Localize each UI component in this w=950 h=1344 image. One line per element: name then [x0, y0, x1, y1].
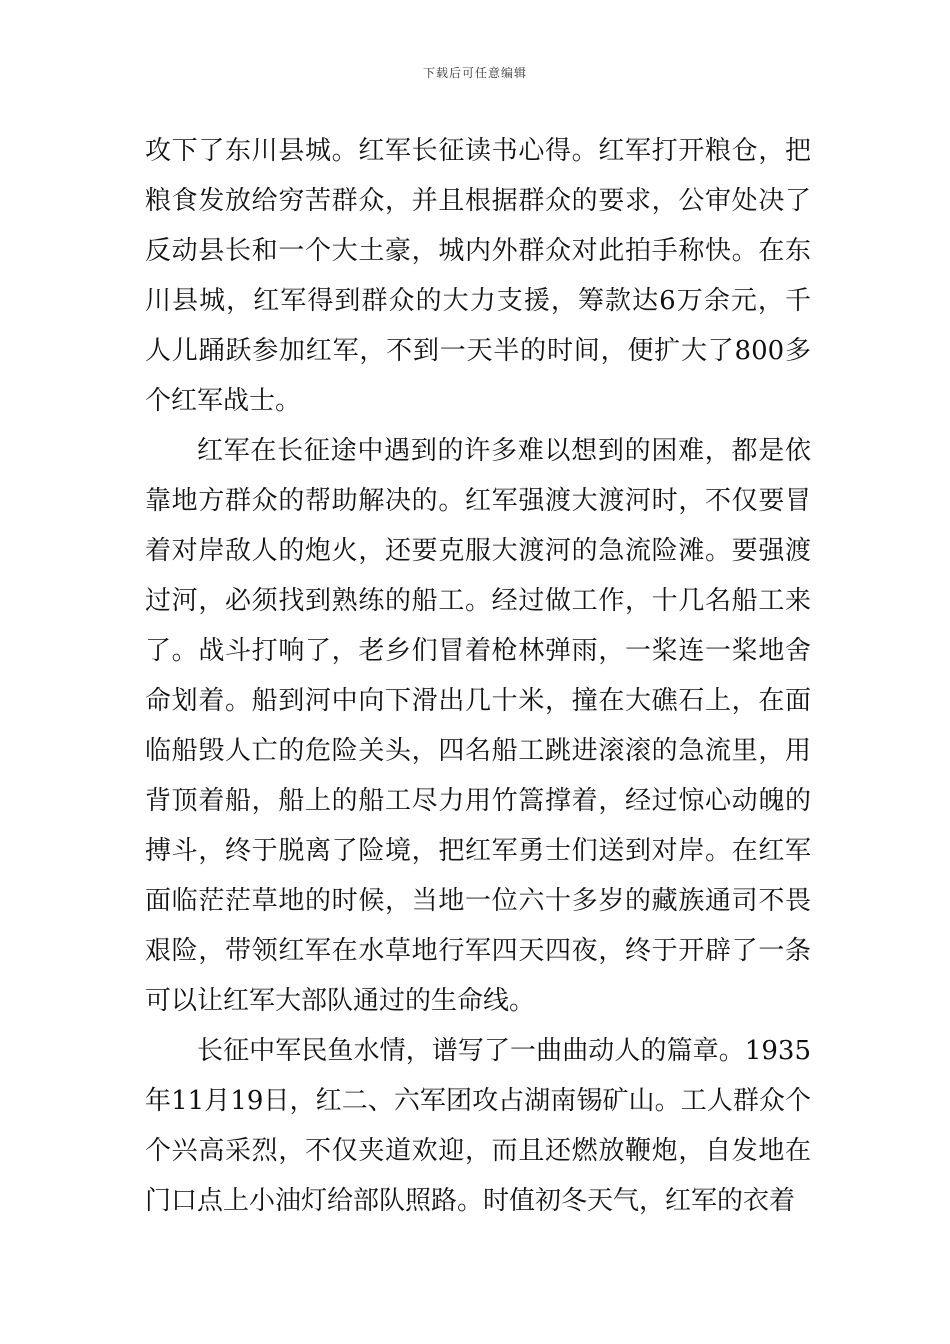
paragraph-1: 攻下了东川县城。红军长征读书心得。红军打开粮仓，把粮食发放给穷苦群众，并且根据群众的要求，公审处决了反动县长和一个大土豪，城内外群众对此拍手称快。在东川县城，红军得到群众的大力支援，筹款达6万余元，千人儿踊跃参加红军，不到一天半的时间，便扩大了800多个红军战士。	[145, 136, 811, 416]
page-header: 下载后可任意编辑	[422, 66, 527, 80]
paragraph-3: 长征中军民鱼水情，谱写了一曲曲动人的篇章。1935年11月19日，红二、六军团攻占湖南锡矿山。工人群众个个兴高采烈，不仅夹道欢迎，而且还燃放鞭炮，自发地在门口点上小油灯给部队照路。时值初冬天气，红军的衣着	[145, 1036, 811, 1216]
paragraph-2: 红军在长征途中遇到的许多难以想到的困难，都是依靠地方群众的帮助解决的。红军强渡大渡河时，不仅要冒着对岸敌人的炮火，还要克服大渡河的急流险滩。要强渡过河，必须找到熟练的船工。经过做工作，十几名船工来了。战斗打响了，老乡们冒着枪林弹雨，一桨连一桨地舍命划着。船到河中向下滑出几十米，撞在大礁石上，在面临船毁人亡的危险关头，四名船工跳进滚滚的急流里，用背顶着船，船上的船工尽力用竹篙撑着，经过惊心动魄的搏斗，终于脱离了险境，把红军勇士们送到对岸。在红军面临茫茫草地的时候，当地一位六十多岁的藏族通司不畏艰险，带领红军在水草地行军四天四夜，终于开辟了一条可以让红军大部队通过的生命线。	[145, 436, 811, 1016]
document-body	[145, 126, 811, 1226]
